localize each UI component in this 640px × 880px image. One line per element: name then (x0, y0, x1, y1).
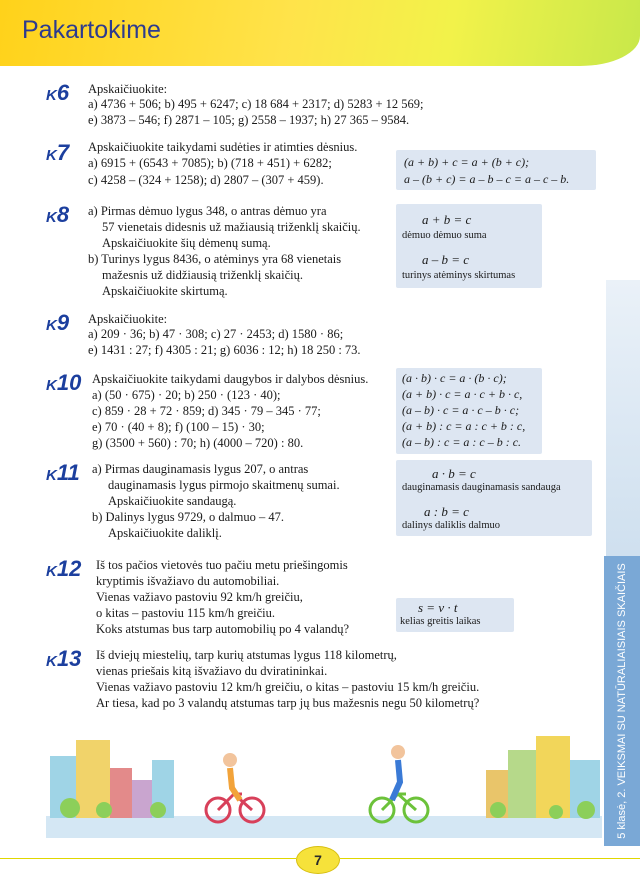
formula-box-task-10 (396, 368, 542, 454)
task-text: Apskaičiuokite: (88, 82, 168, 96)
formula: (a – b) : c = a : c – b : c. (402, 435, 522, 449)
task-text: Vienas važiavo pastoviu 92 km/h greičiu, (96, 590, 303, 604)
task-number: K13 (46, 646, 82, 671)
task-text: 57 vienetais didesnis už mažiausią triženklį skaičių. (102, 220, 361, 234)
task-number: K8 (46, 202, 70, 227)
task-text: Iš tos pačios vietovės tuo pačiu metu priešingomis (96, 558, 348, 572)
task-number: K12 (46, 556, 82, 581)
formula-terms: turinys atėminys skirtumas (402, 270, 516, 281)
task-number: K9 (46, 310, 70, 335)
chapter-side-tab-label: 5 klasė, 2. VEIKSMAI SU NATŪRALIAISIAIS SKAIČIAIS (616, 563, 628, 839)
formula: a · b = c (432, 466, 476, 481)
task-text: a) Pirmas dėmuo lygus 348, o antras dėmuo yra (88, 204, 327, 218)
task-text: Apskaičiuokite taikydami sudėties ir atimties dėsnius. (88, 140, 358, 154)
task-text: kryptimis išvažiavo du automobiliai. (96, 574, 280, 588)
formula-terms: kelias greitis laikas (400, 616, 481, 627)
formula-terms: dėmuo dėmuo suma (402, 230, 487, 241)
formula: a – b = c (422, 252, 470, 267)
formula-terms: dauginamasis dauginamasis sandauga (402, 482, 561, 493)
formula: a + b = c (422, 212, 472, 227)
formula-terms: dalinys daliklis dalmuo (402, 520, 500, 531)
task-text: o kitas – pastoviu 115 km/h greičiu. (96, 606, 276, 620)
task-text: dauginamasis lygus pirmojo skaitmenų sumai. (108, 478, 340, 492)
task-text: a) (50 · 675) · 20; b) 250 · (123 · 40); (92, 388, 281, 402)
formula-box-task-8 (396, 204, 542, 288)
task-number: K11 (46, 460, 80, 485)
task-text: e) 1431 : 27; f) 4305 : 21; g) 6036 : 12; h) 18 250 : 73. (88, 343, 361, 357)
task-text: Koks atstumas bus tarp automobilių po 4 valandų? (96, 622, 350, 636)
task-text: e) 3873 – 546; f) 2871 – 105; g) 2558 – 1937; h) 27 365 – 9584. (88, 113, 410, 127)
footer-line (340, 858, 640, 859)
task-text: Apskaičiuokite daliklį. (108, 526, 222, 540)
city-cyclists-illustration (46, 730, 602, 838)
task-number: K10 (46, 370, 82, 395)
formula: (a – b) · c = a · c – b · c; (402, 403, 520, 417)
formula: (a + b) · c = a · c + b · c, (402, 387, 523, 401)
illustration-svg (46, 730, 602, 838)
task-text: Apskaičiuokite sandaugą. (108, 494, 237, 508)
task-text: Apskaičiuokite skirtumą. (102, 284, 228, 298)
task-text: e) 70 · (40 + 8); f) (100 – 15) · 30; (92, 420, 265, 434)
formula: (a + b) + c = a + (b + c); (404, 155, 530, 169)
task-text: Apskaičiuokite: (88, 312, 168, 326)
formula-box-task-11 (396, 460, 592, 536)
task-text: a) 6915 + (6543 + 7085); b) (718 + 451) + 6282; (88, 156, 332, 170)
task-text: Apskaičiuokite taikydami daugybos ir dalybos dėsnius. (92, 372, 369, 386)
task-text: b) Turinys lygus 8436, o atėminys yra 68 vienetais (88, 252, 342, 266)
formula: a – (b + c) = a – b – c = a – c – b. (404, 172, 570, 186)
formula: (a · b) · c = a · (b · c); (402, 371, 507, 385)
task-text: vienas priešais kitą išvažiavo du dviratininkai. (96, 664, 328, 678)
task-text: Apskaičiuokite šių dėmenų sumą. (102, 236, 271, 250)
task-number: K7 (46, 140, 70, 165)
task-text: mažesnis už didžiausią triženklį skaičių. (102, 268, 303, 282)
task-text: c) 859 · 28 + 72 · 859; d) 345 · 79 – 345 · 77; (92, 404, 321, 418)
formula: a : b = c (424, 504, 469, 519)
task-number: K6 (46, 80, 70, 105)
page-title: Pakartokime (22, 16, 161, 44)
task-text: c) 4258 – (324 + 1258); d) 2807 – (307 + 459). (88, 173, 324, 187)
formula-box-task-7 (396, 150, 596, 190)
task-text: Iš dviejų miestelių, tarp kurių atstumas lygus 118 kilometrų, (96, 648, 397, 662)
formula: (a + b) : c = a : c + b : c, (402, 419, 526, 433)
task-text: a) 209 · 36; b) 47 · 308; c) 27 · 2453; d) 1580 · 86; (88, 327, 344, 341)
formula: s = v · t (418, 600, 458, 615)
task-text: a) Pirmas dauginamasis lygus 207, o antras (92, 462, 309, 476)
task-text: Ar tiesa, kad po 3 valandų atstumas tarp jų bus mažesnis negu 50 kilometrų? (96, 696, 480, 710)
footer-line (0, 858, 296, 859)
task-text: b) Dalinys lygus 9729, o dalmuo – 47. (92, 510, 285, 524)
task-text: a) 4736 + 506; b) 495 + 6247; c) 18 684 + 2317; d) 5283 + 12 569; (88, 97, 424, 111)
page-number: 7 (314, 852, 322, 868)
formula-box-task-12 (396, 598, 514, 632)
chapter-side-tab (604, 556, 640, 846)
task-text: g) (3500 + 560) : 70; h) (4000 – 720) : 80. (92, 436, 304, 450)
task-text: Vienas važiavo pastoviu 12 km/h greičiu, o kitas – pastoviu 15 km/h greičiu. (96, 680, 480, 694)
